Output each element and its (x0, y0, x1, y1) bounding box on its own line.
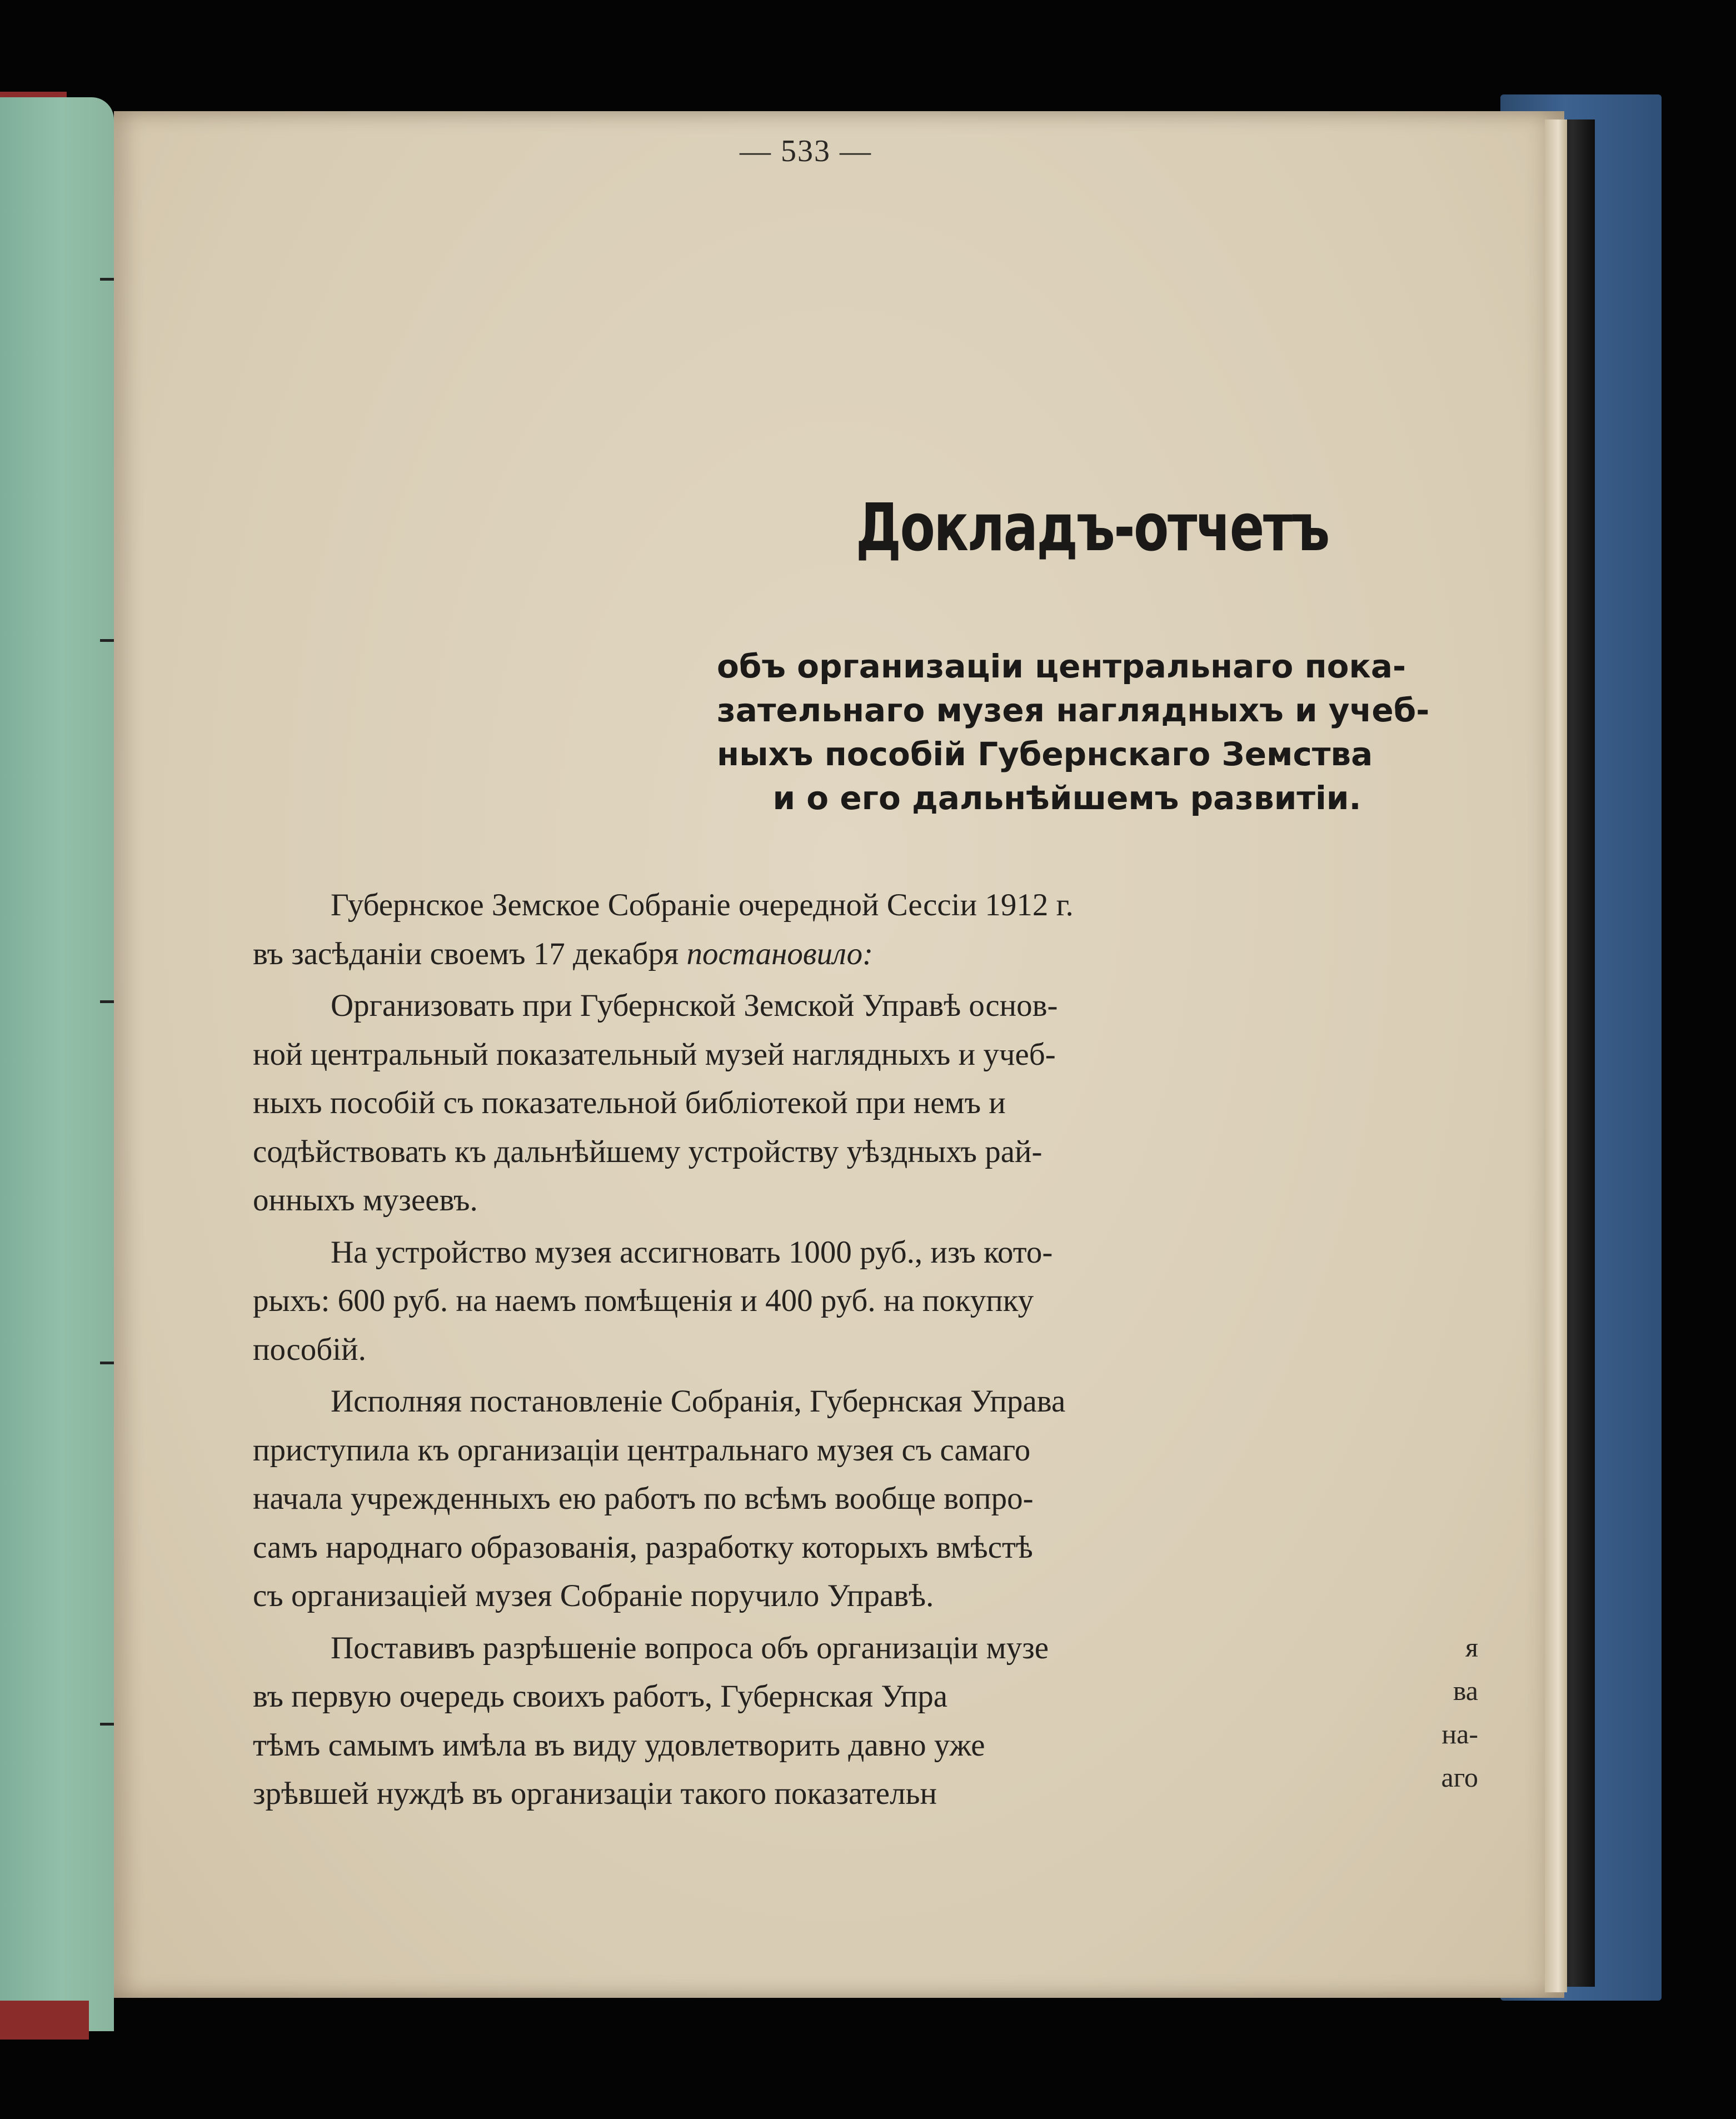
text-line: въ первую очередь своихъ работъ, Губернская Упра (253, 1679, 948, 1714)
text-line: зрѣвшей нуждѣ въ организаціи такого показательн (253, 1776, 937, 1811)
left-facing-page (0, 97, 114, 2031)
text-line: Организовать при Губернской Земской Управѣ основ- (331, 988, 1058, 1023)
paragraph (253, 881, 1373, 978)
subtitle-line: ныхъ пособій Губернскаго Земства (717, 735, 1373, 773)
paragraph (253, 1228, 1373, 1374)
page-right-edge (1545, 119, 1567, 1992)
fragment: аго (1441, 1762, 1478, 1793)
paragraph (253, 1624, 1373, 1818)
page-number: — 533 — (740, 134, 872, 168)
text-line: тѣмъ самымъ имѣла въ виду удовлетворить давно уже (253, 1727, 985, 1763)
spine-stitch (100, 639, 116, 642)
text-line: Поставивъ разрѣшеніе вопроса объ организаціи музе (331, 1630, 1049, 1666)
fragment: на- (1441, 1718, 1478, 1749)
italic-text: постановило: (686, 936, 874, 971)
text-line: пособій. (253, 1332, 366, 1367)
paragraph (253, 1377, 1373, 1621)
spine-stitch (100, 1362, 116, 1364)
text-line: Исполняя постановленіе Собранія, Губернская Управа (331, 1384, 1066, 1419)
text-line: самъ народнаго образованія, разработку которыхъ вмѣстѣ (253, 1529, 1033, 1565)
spine-stitch (100, 278, 116, 281)
text-line: ныхъ пособій съ показательной библіотекой при немъ и (253, 1085, 1006, 1120)
text-line: На устройство музея ассигновать 1000 руб., изъ кото- (331, 1234, 1053, 1270)
fragment: ва (1453, 1675, 1478, 1706)
fragment: я (1465, 1632, 1478, 1663)
text-line: содѣйствовать къ дальнѣйшему устройству уѣздныхъ рай- (253, 1134, 1042, 1169)
text-line: съ организаціей музея Собраніе поручило Управѣ. (253, 1578, 934, 1613)
body-text (253, 881, 1373, 1822)
text-span: въ засѣданіи своемъ 17 декабря (253, 936, 679, 971)
text-line (253, 930, 1373, 979)
text-line: рыхъ: 600 руб. на наемъ помѣщенія и 400 руб. на покупку (253, 1283, 1034, 1318)
left-page-bottom-edge (0, 2001, 89, 2040)
paragraph (253, 981, 1373, 1225)
text-line: приступила къ организаціи центральнаго музея съ самаго (253, 1432, 1031, 1468)
text-line: начала учрежденныхъ ею работъ по всѣмъ вообще вопро- (253, 1481, 1034, 1516)
bleed-through-fragments (1395, 1626, 1478, 1799)
spine-stitch (100, 1000, 116, 1003)
subtitle-line: и о его дальнѣйшемъ развитіи. (772, 779, 1361, 817)
text-line: онныхъ музеевъ. (253, 1183, 478, 1218)
text-line: ной центральный показательный музей наглядныхъ и учеб- (253, 1036, 1056, 1072)
spine-stitch (100, 1723, 116, 1726)
subtitle-line: объ организаціи центральнаго пока- (717, 647, 1406, 685)
subtitle-line: зательнаго музея наглядныхъ и учеб- (717, 691, 1430, 729)
report-subtitle (717, 645, 1430, 820)
text-line: Губернское Земское Собраніе очередной Сессіи 1912 г. (331, 888, 1074, 923)
report-title: Докладъ-отчетъ (856, 489, 1329, 566)
